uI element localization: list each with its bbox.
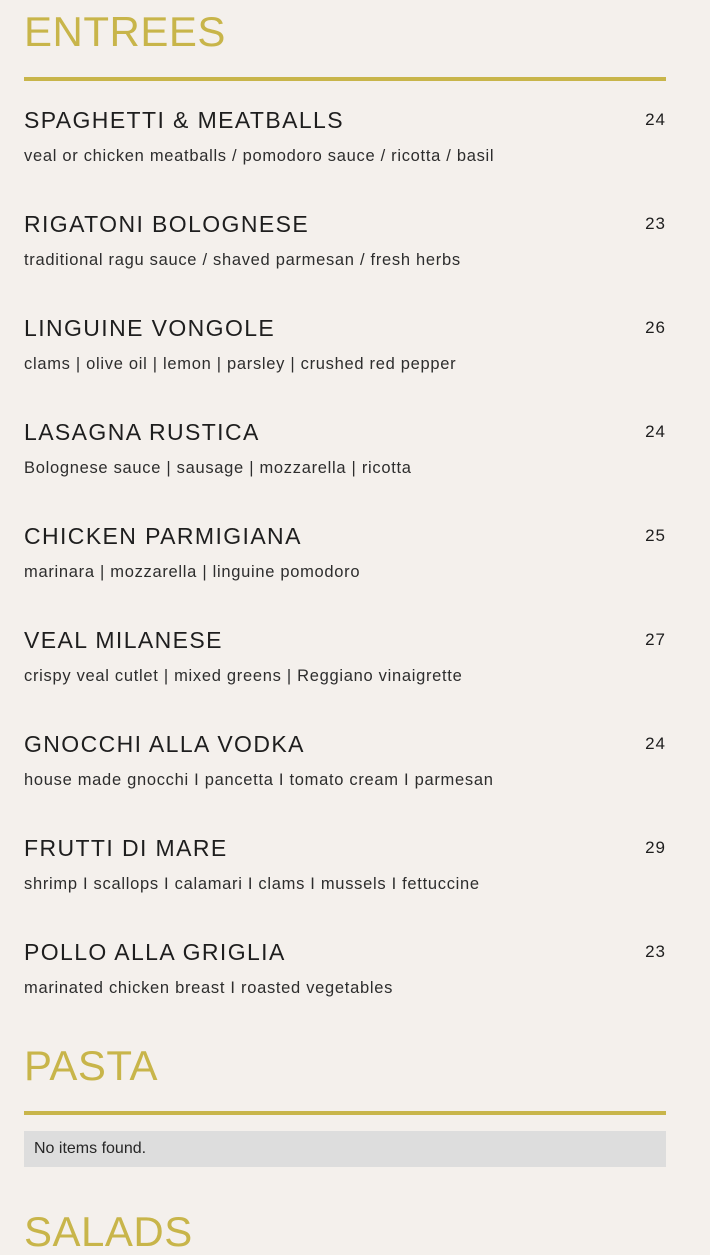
section-entrees	[24, 8, 666, 1041]
menu-item-description: Bolognese sauce | sausage | mozzarella | ricotta	[24, 459, 412, 477]
menu	[24, 0, 666, 1253]
menu-item-description: clams | olive oil | lemon | parsley | crushed red pepper	[24, 355, 457, 373]
menu-item-price: 25	[645, 526, 666, 545]
menu-item-price: 24	[645, 422, 666, 441]
menu-item-description: shrimp I scallops I calamari I clams I mussels I fettuccine	[24, 875, 480, 893]
menu-item-name: VEAL MILANESE	[24, 627, 223, 653]
menu-item-description: crispy veal cutlet | mixed greens | Reggiano vinaigrette	[24, 667, 463, 685]
menu-item-name: RIGATONI BOLOGNESE	[24, 211, 310, 237]
section-divider	[24, 1111, 666, 1115]
menu-item	[24, 937, 666, 1041]
menu-item	[24, 417, 666, 521]
menu-item	[24, 625, 666, 729]
menu-item-description: veal or chicken meatballs / pomodoro sauce / ricotta / basil	[24, 147, 495, 165]
menu-item-description: house made gnocchi I pancetta I tomato cream I parmesan	[24, 771, 494, 789]
menu-item-price: 23	[645, 214, 666, 233]
section-title: PASTA	[24, 1042, 158, 1089]
menu-item-price: 23	[645, 942, 666, 961]
menu-item	[24, 313, 666, 417]
menu-item-name: POLLO ALLA GRIGLIA	[24, 939, 286, 965]
menu-item-price: 24	[645, 734, 666, 753]
menu-item-description: traditional ragu sauce / shaved parmesan / fresh herbs	[24, 251, 461, 269]
section-pasta	[24, 1042, 666, 1167]
menu-item	[24, 209, 666, 313]
menu-item-price: 29	[645, 838, 666, 857]
menu-item	[24, 521, 666, 625]
section-title: ENTREES	[24, 8, 226, 55]
menu-item-description: marinara | mozzarella | linguine pomodoro	[24, 563, 361, 581]
section-salads	[24, 1208, 666, 1255]
menu-item-name: FRUTTI DI MARE	[24, 835, 228, 861]
menu-item	[24, 729, 666, 833]
menu-item-name: GNOCCHI ALLA VODKA	[24, 731, 305, 757]
empty-state-message: No items found.	[24, 1131, 666, 1167]
section-divider	[24, 77, 666, 81]
menu-item-description: marinated chicken breast I roasted vegetables	[24, 979, 394, 997]
menu-item-name: LASAGNA RUSTICA	[24, 419, 260, 445]
menu-item-price: 27	[645, 630, 666, 649]
menu-item	[24, 105, 666, 209]
menu-item-price: 24	[645, 110, 666, 129]
menu-item-name: SPAGHETTI & MEATBALLS	[24, 107, 344, 133]
menu-item	[24, 833, 666, 937]
menu-item-price: 26	[645, 318, 666, 337]
menu-item-name: LINGUINE VONGOLE	[24, 315, 276, 341]
menu-item-name: CHICKEN PARMIGIANA	[24, 523, 302, 549]
section-title: SALADS	[24, 1208, 193, 1255]
